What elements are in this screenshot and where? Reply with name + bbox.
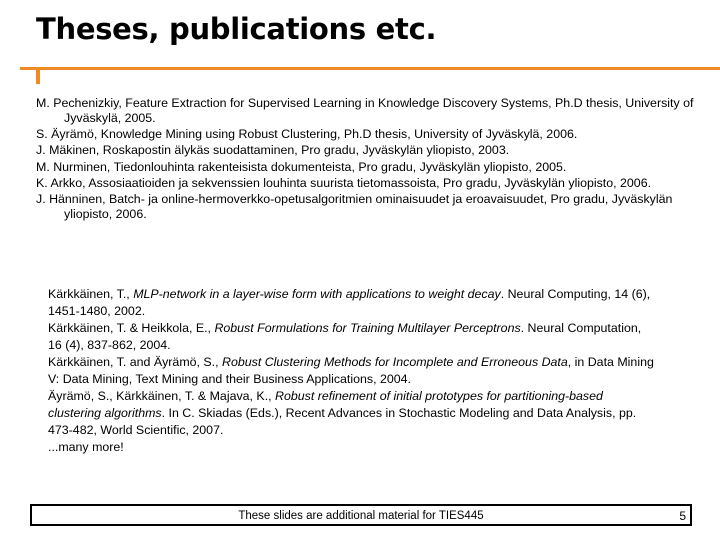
publication-title: MLP-network in a layer-wise form with applications to weight decay xyxy=(133,287,501,301)
publication-venue: , in Data Mining V: Data Mining, Text Mining and their Business Applications, 2004. xyxy=(48,355,654,386)
publication-authors: Kärkkäinen, T. and Äyrämö, S., xyxy=(48,355,223,369)
thesis-item: J. Mäkinen, Roskapostin älykäs suodattaminen, Pro gradu, Jyväskylän yliopisto, 2003. xyxy=(36,143,510,158)
publication-venue: . Neural Computation, 16 (4), 837-862, 2004. xyxy=(48,321,642,352)
publication-venue: . Neural Computing, 14 (6), 1451-1480, 2002. xyxy=(48,287,651,318)
title-underline xyxy=(20,67,720,70)
publication-item xyxy=(48,388,658,439)
page-number: 5 xyxy=(679,509,686,523)
theses-list xyxy=(36,96,704,223)
thesis-item: K. Arkko, Assosiaatioiden ja sekvenssien louhinta suurista tietomassoista, Pro gradu, Jyväskylän yliopisto, 2006. xyxy=(36,175,652,190)
publication-authors: Kärkkäinen, T. & Heikkola, E., xyxy=(48,321,215,335)
publication-title: Robust refinement of initial prototypes for partitioning-based clustering algorithms xyxy=(48,389,603,420)
publication-title: Robust Clustering Methods for Incomplete and Erroneous Data xyxy=(222,355,568,369)
slide-title: Theses, publications etc. xyxy=(36,12,437,46)
publications-list xyxy=(48,286,658,456)
thesis-item: J. Hänninen, Batch- ja online-hermoverkko-opetusalgoritmien ominaisuudet ja eroavaisuudet, Pro gradu, Jyväskylän yliopisto, 2006. xyxy=(36,191,673,221)
publication-title: Robust Formulations for Training Multilayer Perceptrons xyxy=(214,321,521,335)
publication-venue: . In C. Skiadas (Eds.), Recent Advances in Stochastic Modeling and Data Analysis, pp. 473-482, World Scientific, 2007. xyxy=(48,406,637,437)
slide-footer xyxy=(30,504,692,526)
publication-item xyxy=(48,354,658,388)
thesis-item: M. Pechenizkiy, Feature Extraction for Supervised Learning in Knowledge Discovery Systems, Ph.D thesis, University of Jyväskylä, 2005. xyxy=(36,96,694,125)
title-underline-tick xyxy=(36,70,40,84)
thesis-item: M. Nurminen, Tiedonlouhinta rakenteisista dokumenteista, Pro gradu, Jyväskylän yliopisto, 2005. xyxy=(36,159,567,174)
publication-item xyxy=(48,286,658,320)
publication-authors: Äyrämö, S., Kärkkäinen, T. & Majava, K., xyxy=(48,389,276,403)
thesis-item: S. Äyrämö, Knowledge Mining using Robust Clustering, Ph.D thesis, University of Jyväskylä, 2006. xyxy=(36,127,578,142)
publication-item xyxy=(48,320,658,354)
footer-text: These slides are additional material for TIES445 xyxy=(238,510,484,522)
more-publications-note: ...many more! xyxy=(48,440,124,454)
publication-authors: Kärkkäinen, T., xyxy=(48,287,134,301)
